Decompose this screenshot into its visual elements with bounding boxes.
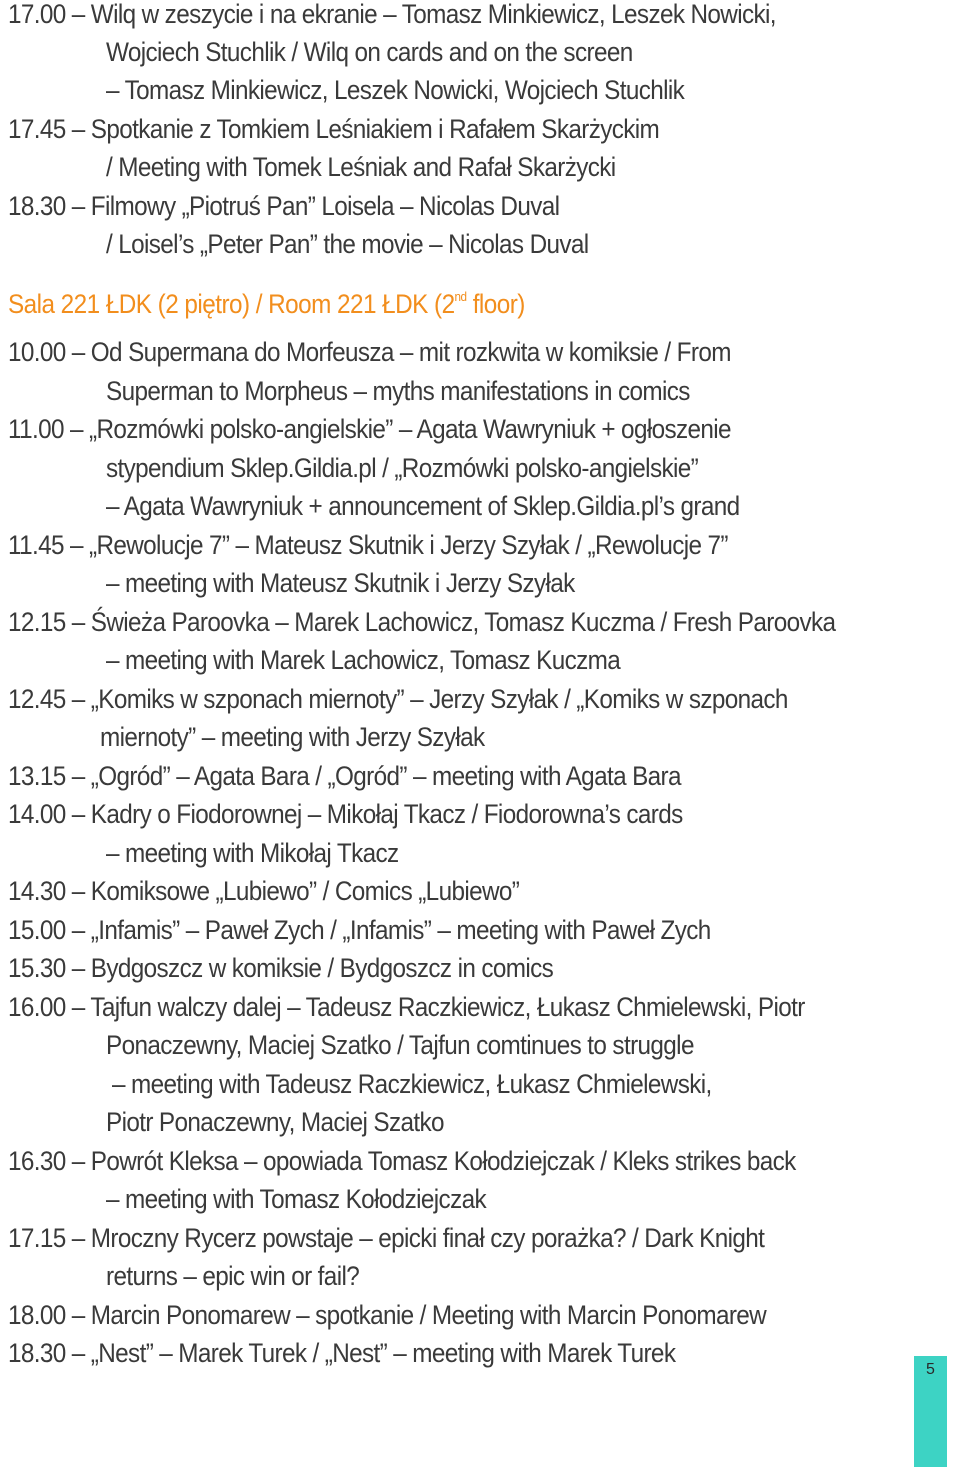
program-line: Piotr Ponaczewny, Maciej Szatko: [106, 1107, 444, 1137]
program-line: – meeting with Mateusz Skutnik i Jerzy Szyłak: [106, 568, 575, 598]
program-line: – Tomasz Minkiewicz, Leszek Nowicki, Wojciech Stuchlik: [106, 75, 685, 105]
room-heading-ordinal: nd: [454, 289, 467, 304]
program-line: 18.00 – Marcin Ponomarew – spotkanie / Meeting with Marcin Ponomarew: [8, 1300, 767, 1330]
program-line: Wojciech Stuchlik / Wilq on cards and on the screen: [106, 37, 633, 67]
program-line: 14.00 – Kadry o Fiodorownej – Mikołaj Tkacz / Fiodorowna’s cards: [8, 799, 683, 829]
program-line: 12.15 – Świeża Paroovka – Marek Lachowicz, Tomasz Kuczma / Fresh Paroovka: [8, 607, 836, 637]
program-line: 15.30 – Bydgoszcz w komiksie / Bydgoszcz in comics: [8, 953, 554, 983]
room-heading-main: Sala 221 ŁDK (2 piętro) / Room 221 ŁDK (2: [8, 289, 455, 319]
program-line: Superman to Morpheus – myths manifestations in comics: [106, 376, 690, 406]
program-line: 10.00 – Od Supermana do Morfeusza – mit rozkwita w komiksie / From: [8, 337, 731, 367]
program-line: Ponaczewny, Maciej Szatko / Tajfun comtinues to struggle: [106, 1030, 694, 1060]
room-heading: [8, 285, 525, 323]
program-line: / Meeting with Tomek Leśniak and Rafał Skarżycki: [106, 152, 616, 182]
program-line: miernoty” – meeting with Jerzy Szyłak: [100, 722, 485, 752]
program-line: 15.00 – „Infamis” – Paweł Zych / „Infamis” – meeting with Paweł Zych: [8, 915, 711, 945]
program-line: 12.45 – „Komiks w szponach miernoty” – Jerzy Szyłak / „Komiks w szponach: [8, 684, 788, 714]
program-line: – meeting with Tomasz Kołodziejczak: [106, 1184, 486, 1214]
program-line: / Loisel’s „Peter Pan” the movie – Nicolas Duval: [106, 229, 589, 259]
program-line: 18.30 – Filmowy „Piotruś Pan” Loisela – Nicolas Duval: [8, 191, 560, 221]
program-line: 14.30 – Komiksowe „Lubiewo” / Comics „Lubiewo”: [8, 876, 520, 906]
program-line: – meeting with Marek Lachowicz, Tomasz Kuczma: [106, 645, 621, 675]
program-line: 16.30 – Powrót Kleksa – opowiada Tomasz Kołodziejczak / Kleks strikes back: [8, 1146, 796, 1176]
program-line: stypendium Sklep.Gildia.pl / „Rozmówki polsko-angielskie”: [106, 453, 699, 483]
program-line: 17.15 – Mroczny Rycerz powstaje – epicki finał czy porażka? / Dark Knight: [8, 1223, 765, 1253]
program-line: 17.45 – Spotkanie z Tomkiem Leśniakiem i Rafałem Skarżyckim: [8, 114, 660, 144]
program-line: 11.45 – „Rewolucje 7” – Mateusz Skutnik i Jerzy Szyłak / „Rewolucje 7”: [8, 530, 728, 560]
page-number: 5: [926, 1361, 935, 1378]
room-heading-tail: floor): [466, 289, 525, 319]
program-line: returns – epic win or fail?: [106, 1261, 360, 1291]
program-line: – Agata Wawryniuk + announcement of Sklep.Gildia.pl’s grand: [106, 491, 740, 521]
program-line: – meeting with Mikołaj Tkacz: [106, 838, 399, 868]
program-line: 17.00 – Wilq w zeszycie i na ekranie – Tomasz Minkiewicz, Leszek Nowicki,: [8, 0, 776, 29]
program-line: 13.15 – „Ogród” – Agata Bara / „Ogród” – meeting with Agata Bara: [8, 761, 681, 791]
program-line: 16.00 – Tajfun walczy dalej – Tadeusz Raczkiewicz, Łukasz Chmielewski, Piotr: [8, 992, 805, 1022]
program-line: 11.00 – „Rozmówki polsko-angielskie” – Agata Wawryniuk + ogłoszenie: [8, 414, 731, 444]
program-line: 18.30 – „Nest” – Marek Turek / „Nest” – meeting with Marek Turek: [8, 1338, 676, 1368]
page-number-tab: [914, 1356, 947, 1467]
program-line: – meeting with Tadeusz Raczkiewicz, Łukasz Chmielewski,: [112, 1069, 712, 1099]
